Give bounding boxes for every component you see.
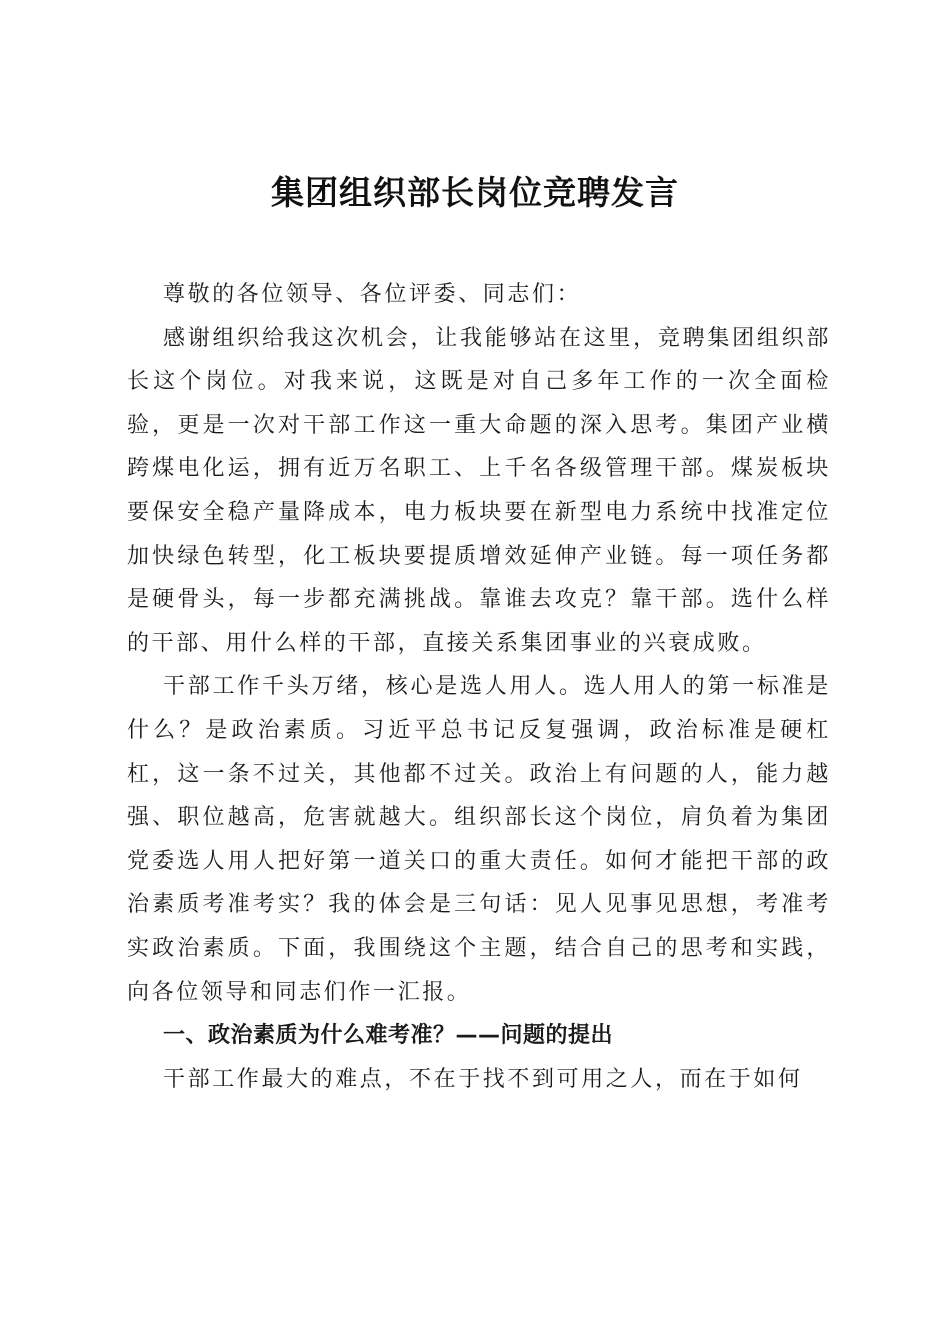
paragraph-intro: 感谢组织给我这次机会，让我能够站在这里，竞聘集团组织部长这个岗位。对我来说，这既是对自己多年工作的一次全面检验，更是一次对干部工作这一重大命题的深入思考。集团产业横跨煤电化运，拥有近万名职工、上千名各级管理干部。煤炭板块要保安全稳产量降成本，电力板块要在新型电力系统中找准定位加快绿色转型，化工板块要提质增效延伸产业链。每一项任务都是硬骨头，每一步都充满挑战。靠谁去攻克？靠干部。选什么样的干部、用什么样的干部，直接关系集团事业的兴衰成败。 bbox=[127, 325, 831, 656]
paragraph-section-start: 干部工作最大的难点，不在于找不到可用之人，而在于如何 bbox=[163, 1066, 803, 1092]
document-title: 集团组织部长岗位竞聘发言 bbox=[271, 173, 679, 212]
paragraph-core: 干部工作千头万绪，核心是选人用人。选人用人的第一标准是什么？是政治素质。习近平总书记反复强调，政治标准是硬杠杠，这一条不过关，其他都不过关。政治上有问题的人，能力越强、职位越高，危害就越大。组织部长这个岗位，肩负着为集团党委选人用人把好第一道关口的重大责任。如何才能把干部的政治素质考准考实？我的体会是三句话：见人见事见思想，考准考实政治素质。下面，我围绕这个主题，结合自己的思考和实践，向各位领导和同志们作一汇报。 bbox=[127, 674, 831, 1005]
salutation: 尊敬的各位领导、各位评委、同志们： bbox=[163, 282, 582, 307]
section-heading: 一、政治素质为什么难考准？——问题的提出 bbox=[163, 1023, 614, 1049]
document-body bbox=[127, 273, 831, 1101]
